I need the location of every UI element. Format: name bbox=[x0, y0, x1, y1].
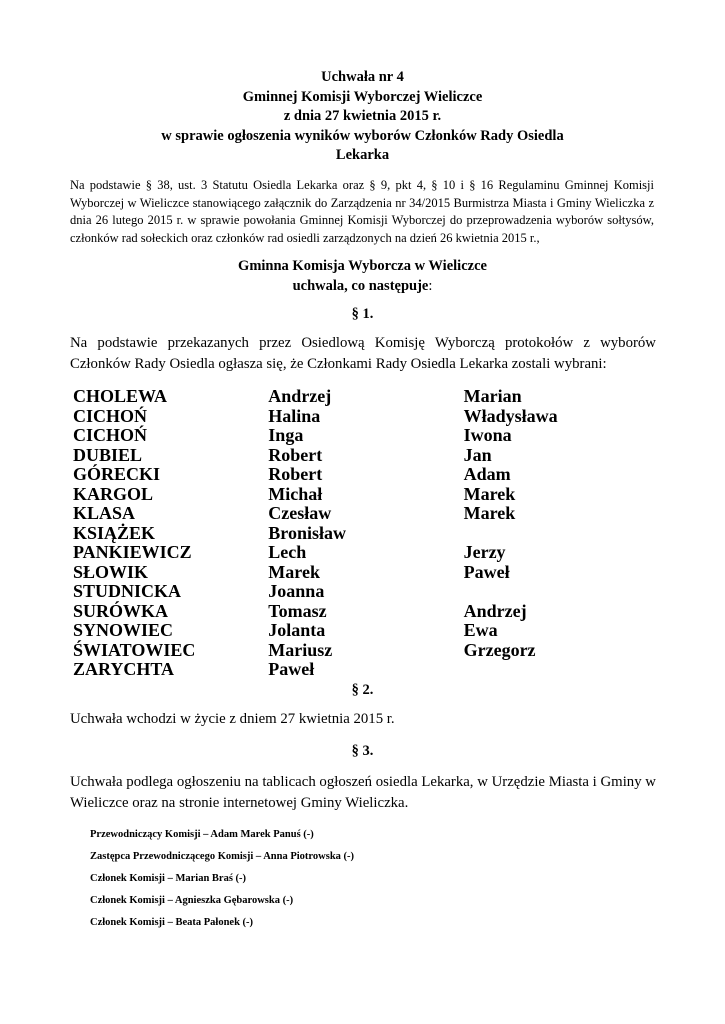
member-row bbox=[73, 543, 633, 563]
signature-line: Przewodniczący Komisji – Adam Marek Panuś (-) bbox=[90, 829, 314, 840]
commission-resolves-colon: : bbox=[428, 277, 433, 294]
member-surname: ZARYCHTA bbox=[73, 659, 175, 679]
member-row bbox=[73, 485, 633, 505]
member-row bbox=[73, 602, 633, 622]
member-surname: PANKIEWICZ bbox=[73, 542, 192, 562]
member-second-name: Jan bbox=[463, 444, 492, 465]
title-date: z dnia 27 kwietnia 2015 r. bbox=[283, 108, 442, 124]
title-subject: w sprawie ogłoszenia wyników wyborów Członków Rady Osiedla bbox=[161, 127, 564, 144]
member-second-name: Ewa bbox=[463, 620, 498, 640]
member-first-name: Czesław bbox=[268, 503, 332, 523]
member-row bbox=[73, 582, 633, 602]
member-second-name: Jerzy bbox=[463, 542, 506, 562]
member-second-name bbox=[464, 582, 633, 602]
member-first-name: Halina bbox=[268, 405, 321, 426]
member-second-name: Andrzej bbox=[463, 600, 527, 621]
member-surname: ŚWIATOWIEC bbox=[73, 639, 196, 660]
member-second-name bbox=[464, 524, 633, 544]
member-row bbox=[73, 563, 633, 583]
member-row bbox=[73, 446, 633, 466]
section-2-text: Uchwała wchodzi w życie z dniem 27 kwietnia 2015 r. bbox=[70, 711, 395, 727]
section-3-heading: § 3. bbox=[351, 743, 374, 759]
member-surname: CICHOŃ bbox=[73, 405, 148, 426]
member-surname: KSIĄŻEK bbox=[73, 522, 156, 543]
member-first-name: Robert bbox=[268, 464, 323, 484]
member-second-name: Iwona bbox=[463, 425, 512, 445]
member-surname: KARGOL bbox=[73, 483, 154, 504]
member-surname: STUDNICKA bbox=[73, 581, 182, 601]
member-second-name: Grzegorz bbox=[463, 639, 536, 660]
signature-line: Członek Komisji – Agnieszka Gębarowska (-) bbox=[90, 895, 294, 906]
member-first-name: Tomasz bbox=[268, 600, 327, 621]
member-row bbox=[73, 465, 633, 485]
signature-line: Członek Komisji – Beata Pałonek (-) bbox=[90, 917, 254, 928]
member-second-name bbox=[464, 660, 633, 680]
legal-basis: Na podstawie § 38, ust. 3 Statutu Osiedla Lekarka oraz § 9, pkt 4, § 10 i § 16 Regulaminu Gminnej Komisji Wyborczej w Wieliczce stanowiącego załącznik do Zarządzenia nr 34/2015 Burmistrza Miasta i Gminy Wieliczka z dnia 26 lutego 2015 r. w sprawie powołania Gminnej Komisji Wyborczej do przeprowadzenia wyborów sołtysów, członków rad sołeckich oraz członków rad osiedli zarządzonych na dzień 26 kwietnia 2015 r., bbox=[70, 178, 654, 245]
member-first-name: Lech bbox=[268, 542, 307, 562]
member-surname: GÓRECKI bbox=[73, 464, 161, 484]
member-surname: SURÓWKA bbox=[73, 600, 169, 621]
member-second-name: Marek bbox=[463, 483, 516, 504]
member-surname: SYNOWIEC bbox=[73, 620, 174, 640]
member-second-name: Marek bbox=[463, 503, 516, 523]
resolution-title bbox=[0, 68, 725, 166]
member-second-name: Adam bbox=[463, 464, 511, 484]
member-second-name: Marian bbox=[463, 386, 522, 406]
member-row bbox=[73, 660, 633, 680]
signatures-list bbox=[90, 824, 590, 934]
section-1-text: Na podstawie przekazanych przez Osiedlową Komisję Wyborczą protokołów z wyborów Członków Rady Osiedla ogłasza się, że Członkami Rady Osiedla Lekarka zostali wybrani: bbox=[70, 335, 656, 372]
member-first-name: Marek bbox=[268, 561, 320, 582]
signature-line: Zastępca Przewodniczącego Komisji – Anna Piotrowska (-) bbox=[90, 851, 355, 862]
title-number: Uchwała nr 4 bbox=[321, 69, 404, 85]
section-3-text: Uchwała podlega ogłoszeniu na tablicach ogłoszeń osiedla Lekarka, w Urzędzie Miasta i Gminy w Wieliczce oraz na stronie internetowej Gminy Wieliczka. bbox=[70, 774, 656, 811]
commission-heading bbox=[0, 257, 725, 296]
member-first-name: Inga bbox=[268, 425, 304, 445]
commission-resolves bbox=[0, 277, 725, 297]
member-row bbox=[73, 504, 633, 524]
member-first-name: Joanna bbox=[268, 581, 325, 601]
member-first-name: Paweł bbox=[268, 659, 315, 679]
signature-line: Członek Komisji – Marian Braś (-) bbox=[90, 873, 247, 884]
title-estate: Lekarka bbox=[335, 147, 390, 163]
title-issuer: Gminnej Komisji Wyborczej Wieliczce bbox=[242, 88, 483, 105]
member-first-name: Andrzej bbox=[268, 386, 332, 406]
member-row bbox=[73, 426, 633, 446]
member-first-name: Mariusz bbox=[268, 639, 333, 660]
member-second-name: Władysława bbox=[463, 405, 558, 426]
member-second-name: Paweł bbox=[463, 561, 510, 582]
member-first-name: Jolanta bbox=[268, 620, 326, 640]
member-row bbox=[73, 407, 633, 427]
member-first-name: Bronisław bbox=[268, 522, 346, 543]
member-first-name: Michał bbox=[268, 483, 323, 504]
commission-resolves-text: uchwala, co następuje bbox=[292, 277, 429, 294]
member-surname: CICHOŃ bbox=[73, 425, 148, 445]
member-row bbox=[73, 621, 633, 641]
member-surname: DUBIEL bbox=[73, 444, 143, 465]
member-first-name: Robert bbox=[268, 444, 323, 465]
section-2-heading: § 2. bbox=[351, 682, 374, 698]
member-surname: CHOLEWA bbox=[73, 386, 168, 406]
member-row bbox=[73, 641, 633, 661]
section-1-heading: § 1. bbox=[351, 306, 374, 322]
commission-name: Gminna Komisja Wyborcza w Wieliczce bbox=[238, 258, 487, 274]
members-list bbox=[73, 387, 633, 680]
member-surname: SŁOWIK bbox=[73, 561, 149, 582]
member-row bbox=[73, 524, 633, 544]
member-surname: KLASA bbox=[73, 503, 136, 523]
member-row bbox=[73, 387, 633, 407]
